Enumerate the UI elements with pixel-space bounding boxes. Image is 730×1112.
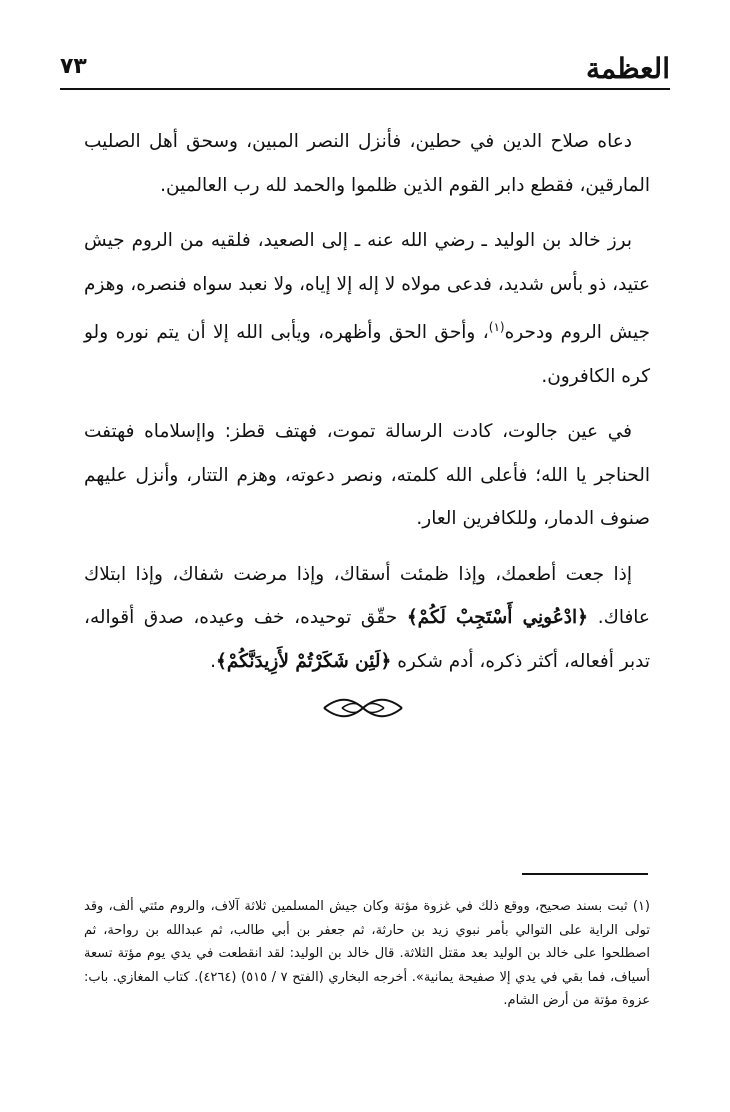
footnote-reference[interactable]: (١) bbox=[488, 320, 505, 334]
footnote-separator bbox=[522, 873, 648, 875]
page-number: ٧٣ bbox=[60, 54, 87, 79]
quran-verse-invoke: ﴿ادْعُونِي أَسْتَجِبْ لَكُمْ﴾ bbox=[406, 607, 589, 629]
paragraph-remembrance-text: إذا جعت أطعمك، وإذا ظمئت أسقاك، وإذا مرضت شفاك، وإذا ابتلاك عافاك. bbox=[84, 563, 650, 629]
paragraph-remembrance-end: . bbox=[210, 650, 217, 672]
ornamental-divider-icon bbox=[320, 694, 406, 722]
paragraph-khalid-text-end: ، وأحق الحق وأظهره، ويأبى الله إلا أن يتم نوره ولو كره الكافرون. bbox=[84, 322, 650, 387]
paragraph-khalid bbox=[84, 219, 650, 398]
running-title: العظمة bbox=[586, 52, 670, 85]
header-rule bbox=[60, 88, 670, 90]
paragraph-hittin: دعاه صلاح الدين في حطين، فأنزل النصر المبين، وسحق أهل الصليب المارقين، فقطع دابر القوم الذين ظلموا والحمد لله رب العالمين. bbox=[84, 131, 650, 196]
footnote-text: (١) ثبت بسند صحيح، ووقع ذلك في غزوة مؤتة وكان جيش المسلمين ثلاثة آلاف، والروم مئتي ألف، وقد تولى الراية على التوالي بأمر نبوي زيد بن حارثة، ثم جعفر بن أبي طالب، ثم عبدالله بن رواحة، ثم اصطلحوا على خالد بن الوليد بعد مقتل الثلاثة. قال خالد بن الوليد: لقد انقطعت في يدي يوم مؤتة تسعة أسياف، فما بقي في يدي إلا صفيحة يمانية». أخرجه البخاري (الفتح ٧ / ٥١٥) (٤٢٦٤). كتاب المغازي. باب: عزوة مؤتة من أرض الشام. bbox=[84, 899, 651, 1008]
paragraph-ain-jalut: في عين جالوت، كادت الرسالة تموت، فهتف قطز: واإسلاماه فهتفت الحناجر يا الله؛ فأعلى الله كلمته، ونصر دعوته، وهزم التتار، وأنزل عليهم صنوف الدمار، وللكافرين العار. bbox=[84, 421, 650, 530]
paragraph-remembrance bbox=[84, 553, 650, 684]
page-header bbox=[60, 46, 670, 88]
paragraph-khalid-text: برز خالد بن الوليد ـ رضي الله عنه ـ إلى الصعيد، فلقيه من الروم جيش عتيد، ذو بأس شديد، فدعى مولاه لا إله إلا إياه، ولا نعبد سواه فنصره، وهزم جيش الروم ودحره bbox=[84, 230, 650, 344]
main-text bbox=[84, 120, 650, 695]
quran-verse-gratitude: ﴿لَئِن شَكَرْتُمْ لأَزِيدَنَّكُمْ﴾ bbox=[216, 650, 392, 672]
paragraph-remembrance-text-2: حقّق توحيده، خف وعيده، صدق أقواله، تدبر أفعاله، أكثر ذكره، أدم شكره bbox=[84, 607, 650, 672]
